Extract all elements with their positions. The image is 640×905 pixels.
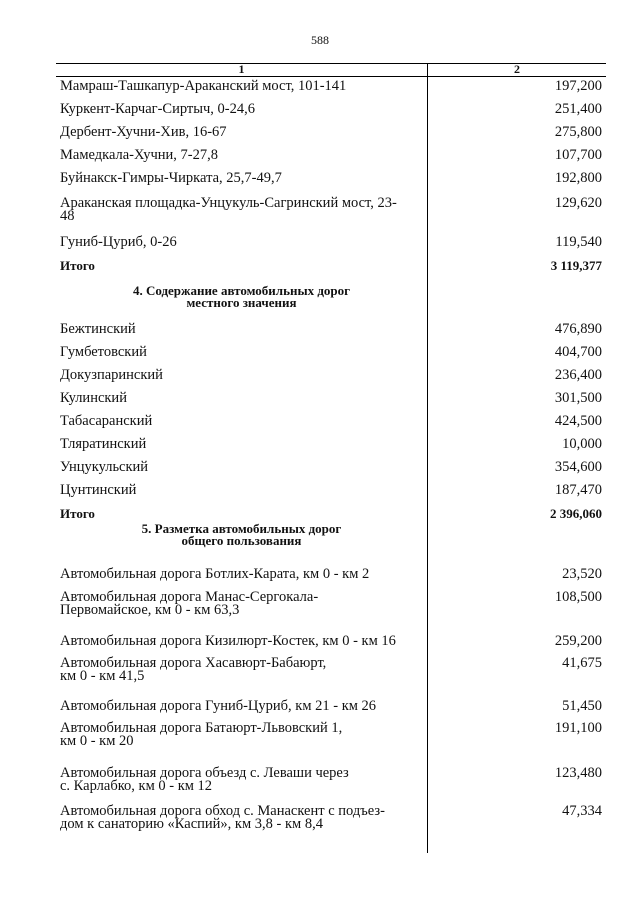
table-row [56, 654, 606, 697]
row-label: Цунтинский [60, 482, 137, 498]
table-row [56, 233, 606, 256]
row-label: Дербент-Хучни-Хив, 16-67 [60, 124, 227, 140]
row-value: 187,470 [554, 482, 602, 498]
row-label: Итого [60, 506, 95, 521]
row-label: Итого [60, 258, 95, 273]
row-label: Автомобильная дорога Хасавюрт-Бабаюрт, км 0 - км 41,5 [60, 655, 327, 684]
section-title: 4. Содержание автомобильных дорог местного значения [132, 283, 351, 310]
row-value: 424,500 [554, 413, 602, 429]
row-label: Тляратинский [60, 436, 147, 452]
table-row [56, 123, 606, 146]
row-value: 259,200 [554, 633, 602, 649]
table-row [56, 77, 606, 100]
row-value: 301,500 [554, 390, 602, 406]
row-label: Кулинский [60, 390, 127, 406]
table-row [56, 412, 606, 435]
table-row [56, 320, 606, 343]
row-value: 123,480 [554, 765, 602, 781]
row-value: 23,520 [562, 566, 602, 582]
table-row [56, 100, 606, 123]
row-value: 191,100 [554, 720, 602, 736]
page-number: 588 [311, 33, 329, 47]
row-value: 107,700 [554, 147, 602, 163]
section-title: 5. Разметка автомобильных дорог общего пользования [141, 521, 342, 548]
row-label: Бежтинский [60, 321, 136, 337]
row-label: Автомобильная дорога Манас-Сергокала- Первомайское, км 0 - км 63,3 [60, 589, 319, 618]
row-value: 251,400 [554, 101, 602, 117]
row-value: 51,450 [562, 698, 602, 714]
row-value: 354,600 [554, 459, 602, 475]
row-label: Докузпаринский [60, 367, 163, 383]
table-row [56, 632, 606, 654]
table-row [56, 194, 606, 233]
row-label: Автомобильная дорога Кизилюрт-Костек, км 0 - км 16 [60, 633, 396, 649]
row-label: Мамраш-Ташкапур-Араканский мост, 101-141 [60, 78, 347, 94]
row-value: 476,890 [554, 321, 602, 337]
row-label: Табасаранский [60, 413, 153, 429]
row-value: 119,540 [555, 234, 602, 250]
table-row [56, 565, 606, 588]
table-row [56, 458, 606, 481]
column-header-1: 1 [238, 62, 245, 76]
table-row [56, 146, 606, 169]
table-row [56, 802, 606, 842]
row-label: Араканская площадка-Унцукуль-Сагринский мост, 23-48 [60, 195, 397, 224]
row-value: 3 119,377 [550, 258, 602, 273]
table-row [56, 435, 606, 458]
row-value: 10,000 [562, 436, 602, 452]
row-label: Автомобильная дорога объезд с. Леваши через с. Карлабко, км 0 - км 12 [60, 765, 349, 794]
row-value: 129,620 [554, 195, 602, 211]
row-label: Гумбетовский [60, 344, 147, 360]
total-row [56, 504, 606, 520]
row-label: Мамедкала-Хучни, 7-27,8 [60, 147, 218, 163]
table-row [56, 697, 606, 719]
row-value: 108,500 [554, 589, 602, 605]
row-label: Автомобильная дорога обход с. Манаскент с подъез- дом к санаторию «Каспий», км 3,8 - км 8,4 [60, 803, 385, 832]
row-label: Буйнакск-Гимры-Чирката, 25,7-49,7 [60, 170, 282, 186]
row-value: 47,334 [562, 803, 602, 819]
row-value: 192,800 [554, 170, 602, 186]
table-row [56, 389, 606, 412]
row-label: Автомобильная дорога Батаюрт-Львовский 1, км 0 - км 20 [60, 720, 343, 749]
row-value: 404,700 [554, 344, 602, 360]
row-label: Унцукульский [60, 459, 149, 475]
row-label: Автомобильная дорога Гуниб-Цуриб, км 21 - км 26 [60, 698, 377, 714]
table-row [56, 343, 606, 366]
table-row [56, 719, 606, 764]
row-value: 2 396,060 [550, 506, 602, 521]
row-value: 236,400 [554, 367, 602, 383]
row-value: 275,800 [554, 124, 602, 140]
row-label: Гуниб-Цуриб, 0-26 [60, 234, 177, 250]
row-label: Автомобильная дорога Ботлих-Карата, км 0 - км 2 [60, 566, 370, 582]
row-value: 197,200 [554, 78, 602, 94]
budget-table [56, 63, 606, 853]
row-value: 41,675 [562, 655, 602, 671]
table-rows [56, 77, 606, 842]
table-row [56, 169, 606, 194]
table-row [56, 764, 606, 802]
table-row [56, 366, 606, 389]
total-row [56, 256, 606, 282]
column-header-2: 2 [514, 62, 520, 76]
table-row [56, 588, 606, 632]
table-row [56, 481, 606, 504]
row-label: Куркент-Карчаг-Сиртыч, 0-24,6 [60, 101, 255, 117]
